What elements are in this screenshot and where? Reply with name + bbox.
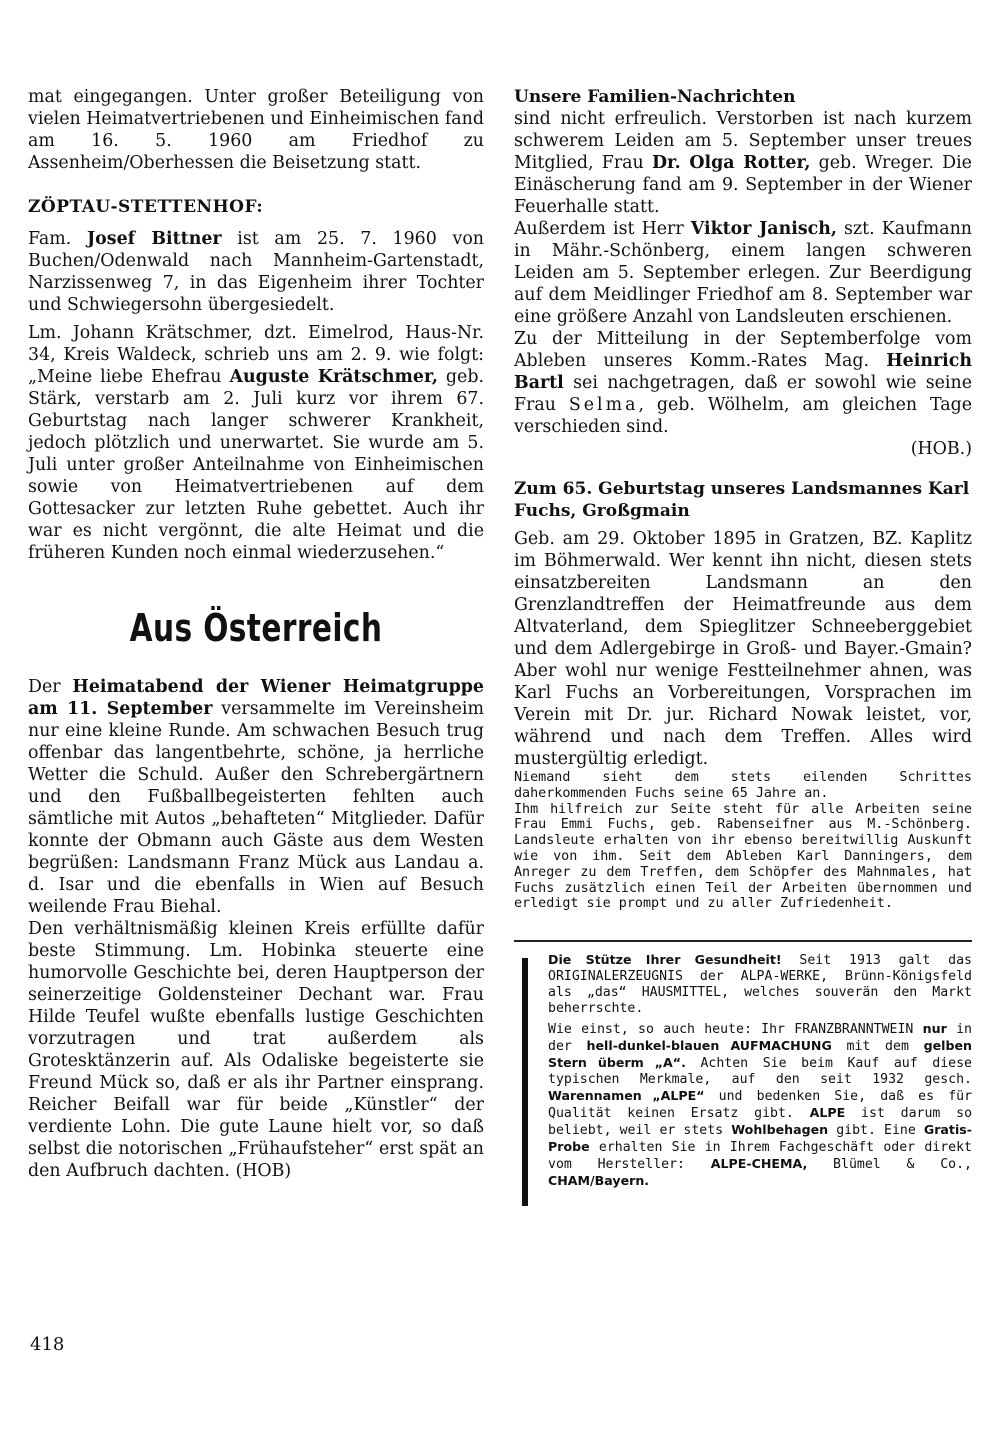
right-column (514, 86, 972, 1190)
name-viktor-janisch: Viktor Janisch, (690, 219, 837, 239)
paragraph-niemand-sieht: Niemand sieht dem stets eilenden Schrittes daherkommenden Fuchs seine 65 Jahre an. (514, 770, 972, 801)
name-heinrich-bartl: Heinrich Bartl (514, 351, 972, 393)
paragraph-heinrich-bartl: Zu der Mitteilung in der Septemberfolge vom Ableben unseres Komm.-Rates Mag. Heinrich Bartl sei nachgetragen, daß er sowohl wie seine Frau Selma, geb. Wölhelm, am gleichen Tage verschieden sind. (514, 329, 972, 437)
name-selma: Selma (568, 395, 639, 415)
paragraph-heimatabend: Der Heimatabend der Wiener Heimatgruppe am 11. September versammelte im Vereinsheim nur eine kleine Runde. Am schwachen Besuch trug offenbar das langentbehrte, schöne, ja herrliche Wetter die Schuld. Außer den Schrebergärtnern und den Fußballbegeisterten fehlten auch sämtliche mit Autos „behafteten“ Mitglieder. Dafür konnte der Obmann auch Gäste aus dem Westen begrüßen: Landsmann Franz Mück aus Landau a. d. Isar und die ebenfalls in Wien auf Besuch weilende Frau Biehal. (28, 677, 485, 917)
divider-rule (514, 940, 972, 942)
signature-hob: (HOB.) (910, 439, 972, 459)
paragraph-viktor-janisch: Außerdem ist Herr Viktor Janisch, szt. Kaufmann in Mähr.-Schönberg, einem langen schweren Leiden am 5. September erlegen. Zur Beerdigung auf dem Meidlinger Friedhof am 8. September war eine größere Anzahl von Landsleuten erschienen. (514, 219, 972, 327)
paragraph-kraetschmer: Lm. Johann Krätschmer, dzt. Eimelrod, Haus-Nr. 34, Kreis Waldeck, schrieb uns am 2. 9. wie folgt: „Meine liebe Ehefrau Auguste Krätschmer, geb. Stärk, verstarb am 2. Juli kurz vor ihrem 67. Geburtstag nach langer schwerer Krankheit, jedoch plötzlich und unerwartet. Sie wurde am 5. Juli unter großer Anteilnahme von Einheimischen sowie von Heimatvertriebenen auf dem Gottesacker zur letzten Ruhe gebettet. Auch ihr war es nicht vergönnt, die alte Heimat und die früheren Kunden noch einmal wiederzusehen.“ (28, 323, 485, 563)
heading-familien-nachrichten: Unsere Familien-Nachrichten (514, 87, 796, 107)
name-olga-rotter: Dr. Olga Rotter, (651, 153, 811, 173)
left-column (28, 86, 484, 1182)
name-auguste-kraetschmer: Auguste Krätschmer, (229, 367, 438, 387)
paragraph-stimmung: Den verhältnismäßig kleinen Kreis erfüllte dafür beste Stimmung. Lm. Hobinka steuerte eine humorvolle Geschichte bei, deren Hauptperson der seinerzeitige Goldensteiner Dechant war. Frau Hilde Teufel wußte ebenfalls lustige Geschichten vorzutragen und trat außerdem als Grotesktänzerin auf. Als Odaliske begeisterte sie Freund Mück so, daß er als ihr Partner einsprang. Reicher Beifall war für beide „Künstler“ der verdiente Lohn. Die gute Laune hielt vor, so daß selbst die notorischen „Frühaufsteher“ erst spät an den Aufbruch dachten. (HOB) (28, 919, 484, 1181)
heading-geburtstag-karl-fuchs: Zum 65. Geburtstag unseres Landsmannes Karl Fuchs, Großgmain (514, 479, 970, 521)
paragraph-olga-rotter: sind nicht erfreulich. Verstorben ist nach kurzem schwerem Leiden am 5. September unser treues Mitglied, Frau Dr. Olga Rotter, geb. Wreger. Die Einäscherung fand am 9. September in der Wiener Feuerhalle statt. (514, 109, 972, 217)
ad-paragraph-2: Wie einst, so auch heute: Ihr FRANZBRANNTWEIN nur in der hell-dunkel-blauen AUFMACHUNG mit dem gelben Stern überm „A“. Achten Sie beim Kauf auf diese typischen Merkmale, auf den seit 1932 gesch. Warennamen „ALPE“ und bedenken Sie, daß es für Qualität keinen Ersatz gibt. ALPE ist darum so beliebt, weil er stets Wohlbehagen gibt. Eine Gratis-Probe erhalten Sie in Ihrem Fachgeschäft oder direkt vom Hersteller: ALPE-CHEMA, Blümel & Co., CHAM/Bayern. (548, 1021, 973, 1189)
paragraph-karl-fuchs: Geb. am 29. Oktober 1895 in Gratzen, BZ. Kaplitz im Böhmerwald. Wer kennt ihn nicht, diesen stets einsatzbereiten Landsmann an den Grenzlandtreffen der Heimatfreunde aus dem Altvaterland, dem Spieglitzer Schneeberggebiet und dem Adlergebirge in Groß- und Bayer.-Gmain? Aber wohl nur wenige Festteilnehmer ahnen, was Karl Fuchs an Vorbereitungen, Vorsprachen im Verein mit Dr. jur. Richard Nowak leistet, vor, während und nach dem Treffen. Alles wird mustergültig erledigt. (514, 529, 972, 769)
paragraph-emmi-fuchs: Ihm hilfreich zur Seite steht für alle Arbeiten seine Frau Emmi Fuchs, geb. Rabenseifner aus M.-Schönberg. Landsleute erhalten von ihr ebenso bereitwillig Auskunft wie von ihm. Seit dem Ableben Karl Danningers, dem Anreger zu dem Treffen, dem Schöpfer des Mahnmales, hat Fuchs zusätzlich einen Teil der Arbeiten übernommen und erledigt sie prompt und zu aller Zufriedenheit. (514, 801, 972, 912)
paragraph-burial-assenheim: mat eingegangen. Unter großer Beteiligung von vielen Heimatvertriebenen und Einheimischen fand am 16. 5. 1960 am Friedhof zu Assenheim/Oberhessen die Beisetzung statt. (28, 87, 485, 173)
event-heimatabend: Heimatabend der Wiener Heimatgruppe am 11. September (28, 677, 485, 719)
paragraph-bittner: Fam. Josef Bittner ist am 25. 7. 1960 von Buchen/Odenwald nach Mannheim-Gartenstadt, Narzissenweg 7, in das Eigenheim ihrer Tochter und Schwiegersohn übergesiedelt. (28, 229, 484, 315)
name-josef-bittner: Josef Bittner (86, 229, 222, 249)
ad-paragraph-1: Die Stütze Ihrer Gesundheit! Seit 1913 galt das ORIGINALERZEUGNIS der ALPA-WERKE, Brünn-Königsfeld als „das“ HAUSMITTEL, welches souverän den Markt beherrschte. (548, 952, 972, 1017)
page-number: 418 (30, 1334, 65, 1355)
advertisement-alpe (514, 952, 972, 1190)
ad-side-bar (522, 958, 528, 1206)
section-title-aus-oesterreich: Aus Österreich (129, 606, 383, 650)
section-heading-zoeptau: ZÖPTAU-STETTENHOF: (28, 197, 264, 217)
